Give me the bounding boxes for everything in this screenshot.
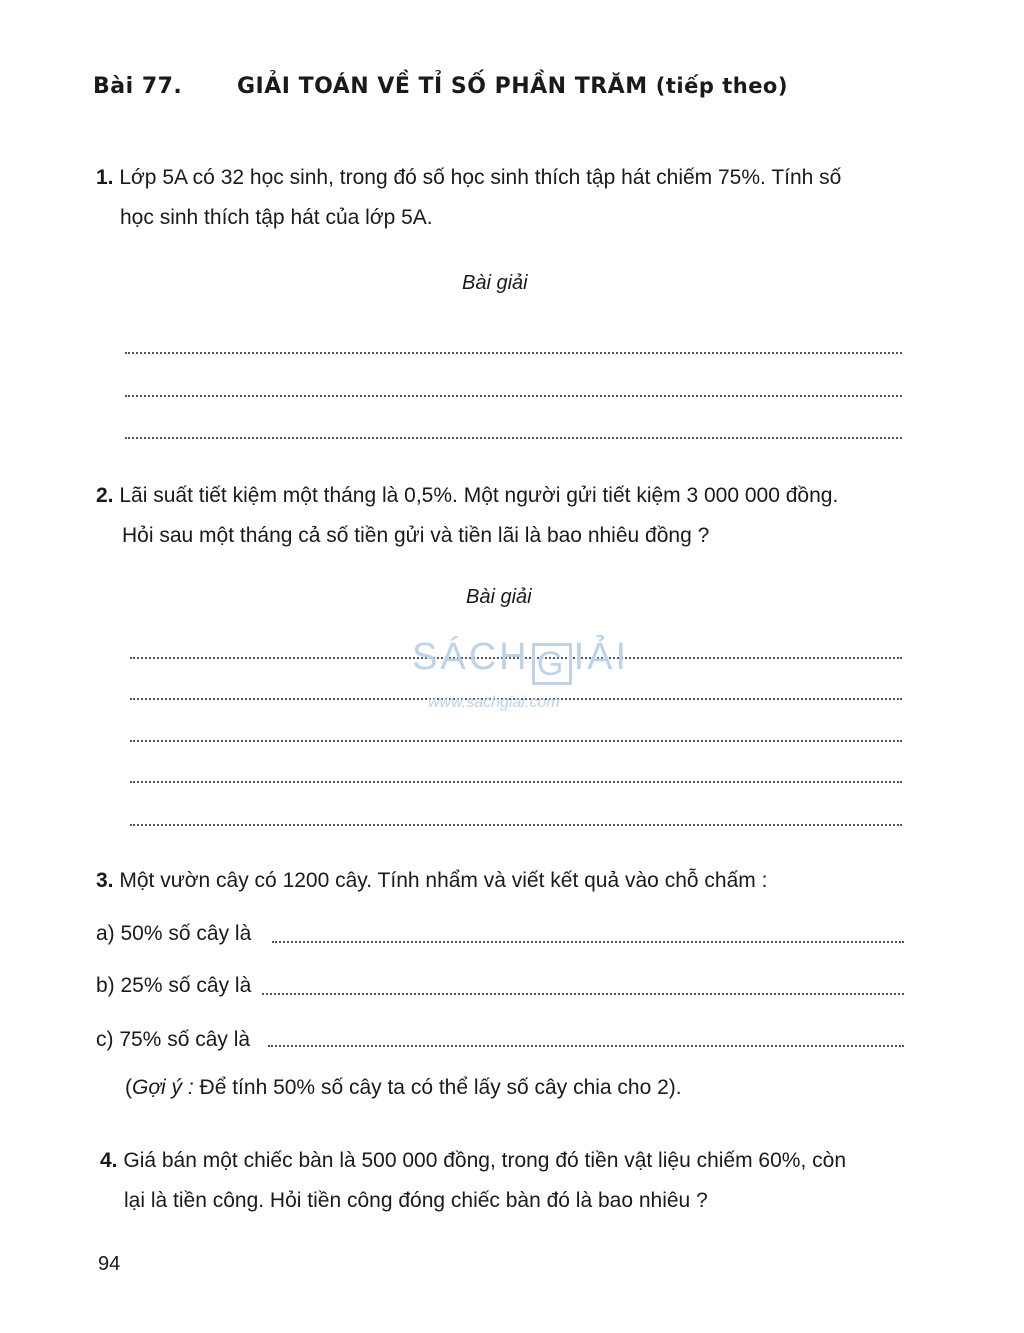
hint-prefix: ( (125, 1076, 132, 1099)
question-1-line-2: học sinh thích tập hát của lớp 5A. (120, 206, 433, 229)
question-text-line: Lãi suất tiết kiệm một tháng là 0,5%. Một người gửi tiết kiệm 3 000 000 đồng. (119, 484, 839, 507)
watermark-logo (412, 636, 629, 685)
hint-text: Để tính 50% số cây ta có thể lấy số cây chia cho 2). (193, 1076, 682, 1099)
question-number: 2. (96, 484, 114, 507)
question-number: 4. (100, 1149, 118, 1172)
solution-label: Bài giải (466, 586, 532, 608)
question-3c-label: c) 75% số cây là (96, 1028, 251, 1051)
lesson-number: Bài 77. (93, 74, 183, 99)
question-3a-label: a) 50% số cây là (96, 922, 252, 945)
answer-line[interactable] (125, 437, 902, 439)
hint (125, 1076, 682, 1100)
watermark-url: www.sachgiai.com (428, 694, 560, 711)
watermark-text-left: SÁCH (412, 636, 530, 678)
lesson-topic: GIẢI TOÁN VỀ TỈ SỐ PHẦN TRĂM (237, 74, 648, 99)
question-number: 3. (96, 869, 114, 892)
answer-line-3a[interactable] (272, 941, 904, 943)
answer-line[interactable] (130, 740, 902, 742)
watermark-text-right: IẢI (573, 636, 630, 678)
question-2-line-2: Hỏi sau một tháng cả số tiền gửi và tiền lãi là bao nhiêu đồng ? (122, 524, 710, 547)
question-2 (96, 476, 838, 515)
lesson-topic-suffix: (tiếp theo) (655, 74, 788, 98)
answer-line[interactable] (130, 781, 902, 783)
question-4-line-2: lại là tiền công. Hỏi tiền công đóng chiếc bàn đó là bao nhiêu ? (124, 1189, 708, 1212)
answer-line-3b[interactable] (262, 993, 904, 995)
hint-label: Gợi ý : (132, 1076, 194, 1099)
question-text-line: Giá bán một chiếc bàn là 500 000 đồng, trong đó tiền vật liệu chiếm 60%, còn (123, 1149, 846, 1172)
watermark-box-letter: G (532, 643, 572, 685)
answer-line[interactable] (130, 824, 902, 826)
question-3 (96, 861, 767, 900)
question-4 (100, 1141, 846, 1180)
page-number: 94 (98, 1253, 121, 1275)
solution-label: Bài giải (462, 272, 528, 294)
lesson-title (237, 74, 788, 99)
question-text-line: Lớp 5A có 32 học sinh, trong đó số học sinh thích tập hát chiếm 75%. Tính số (119, 166, 842, 189)
question-3b-label: b) 25% số cây là (96, 974, 252, 997)
answer-line[interactable] (125, 395, 902, 397)
answer-line-3c[interactable] (268, 1045, 904, 1047)
question-1 (96, 158, 841, 197)
answer-line[interactable] (125, 352, 902, 354)
question-text-line: Một vườn cây có 1200 cây. Tính nhẩm và viết kết quả vào chỗ chấm : (119, 869, 768, 892)
question-number: 1. (96, 166, 114, 189)
